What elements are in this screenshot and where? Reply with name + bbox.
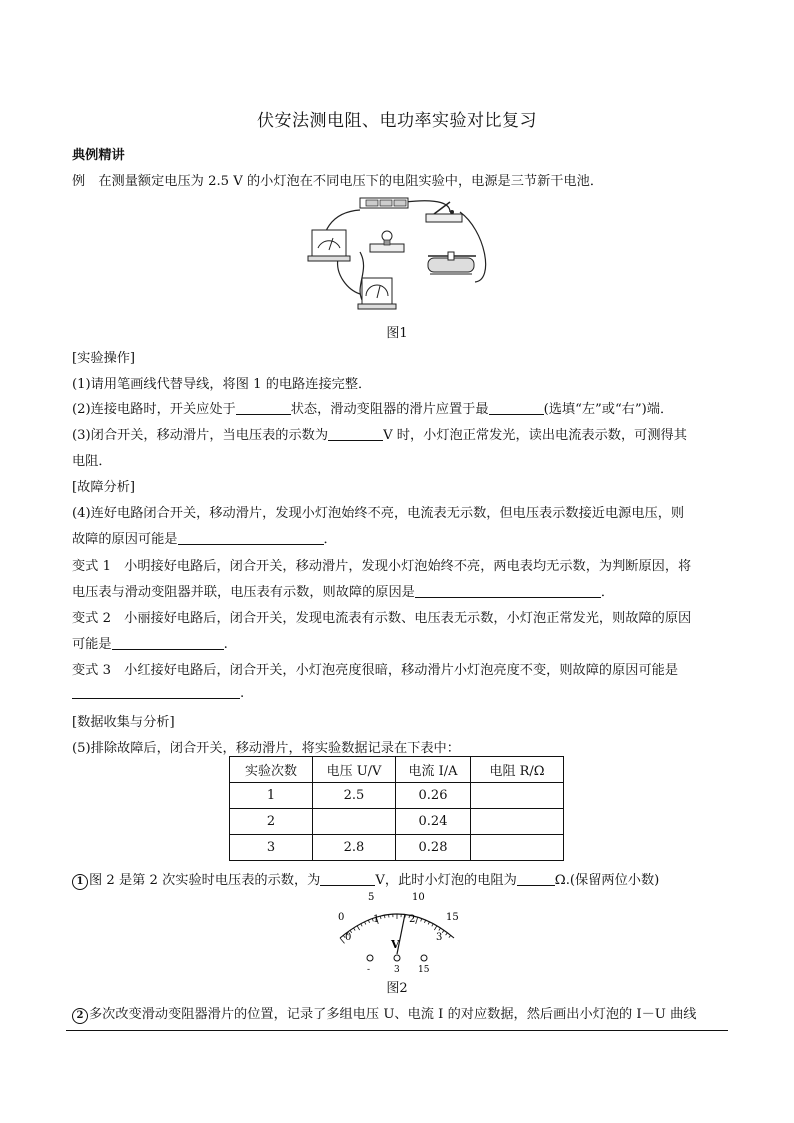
dial-tick	[428, 922, 429, 925]
dial-tick	[449, 935, 451, 937]
table-cell[interactable]	[471, 809, 564, 835]
table-cell: 3	[230, 835, 313, 861]
example-line	[72, 170, 603, 189]
terminal-icon	[394, 955, 400, 961]
section-example-heading: 典例精讲	[72, 148, 125, 163]
inner-tick-label: 3	[436, 932, 443, 943]
terminal-label: -	[367, 965, 371, 975]
table-header-row	[230, 757, 564, 783]
terminal-icon	[367, 955, 373, 961]
answer-blank[interactable]	[72, 685, 240, 699]
circuit-figure	[300, 190, 500, 328]
answer-blank[interactable]	[517, 872, 555, 886]
question-5-1-part-b: V，此时小灯泡的电阻为	[375, 873, 517, 888]
outer-tick-label: 5	[368, 892, 375, 903]
dial-tick	[439, 928, 441, 931]
variant-2-cont: 可能是 .	[72, 637, 228, 652]
dial-tick	[357, 926, 360, 930]
battery-icon	[360, 198, 408, 208]
table-cell: 2	[230, 809, 313, 835]
circled-number: 2	[72, 1008, 88, 1024]
outer-tick-label: 15	[446, 912, 459, 923]
question-5-2	[72, 1003, 696, 1024]
terminal-icon	[421, 955, 427, 961]
table-cell: 0.24	[396, 809, 471, 835]
question-5-2-text: 多次改变滑动变阻器滑片的位置，记录了多组电压 U、电流 I 的对应数据，然后画出小灯泡的 I－U 曲线	[89, 1007, 697, 1022]
variant-3: 变式 3 小红接好电路后，闭合开关，小灯泡亮度很暗，移动滑片小灯泡亮度不变，则故障的原因可能是	[72, 663, 679, 678]
wire	[338, 258, 360, 294]
page-title: 伏安法测电阻、电功率实验对比复习	[257, 111, 537, 131]
variant-2-part-b: 可能是	[72, 637, 112, 652]
switch-icon	[426, 202, 462, 222]
table-row	[230, 809, 564, 835]
terminal-label: 15	[418, 965, 430, 975]
table-cell: 0.28	[396, 835, 471, 861]
data-table	[229, 756, 564, 861]
answer-blank[interactable]	[236, 401, 291, 415]
question-2-part-a: (2)连接电路时，开关应处于	[72, 402, 236, 417]
table-header-cell: 电压 U/V	[313, 757, 396, 783]
question-5: (5)排除故障后，闭合开关，移动滑片，将实验数据记录在下表中：	[72, 741, 460, 756]
table-cell[interactable]	[471, 783, 564, 809]
dial-tick	[340, 938, 344, 943]
table-cell: 2.5	[313, 783, 396, 809]
exp-op-heading: [实验操作]	[72, 351, 136, 366]
inner-tick-label: 0	[345, 932, 352, 943]
question-4: (4)连好电路闭合开关，移动滑片，发现小灯泡始终不亮，电流表无示数，但电压表示数接近电源电压，则	[72, 506, 685, 521]
question-5-1-part-a: 图 2 是第 2 次实验时电压表的示数，为	[89, 873, 321, 888]
example-text: 在测量额定电压为 2.5 V 的小灯泡在不同电压下的电阻实验中，电源是三节新干电池．	[98, 174, 604, 189]
table-cell[interactable]	[471, 835, 564, 861]
dial-tick	[354, 928, 356, 931]
table-cell: 1	[230, 783, 313, 809]
question-3-cont: 电阻．	[72, 454, 112, 469]
table-cell[interactable]	[313, 809, 396, 835]
answer-blank[interactable]	[328, 427, 383, 441]
example-label: 例	[72, 174, 86, 189]
dial-tick	[442, 930, 444, 932]
variant-1: 变式 1 小明接好电路后，闭合开关，移动滑片，发现小灯泡始终不亮，两电表均无示数，为判断原因，将	[72, 559, 692, 574]
table-cell: 0.26	[396, 783, 471, 809]
dial-tick	[434, 926, 437, 930]
table-row	[230, 835, 564, 861]
table-header-cell: 电阻 R/Ω	[471, 757, 564, 783]
circled-number: 1	[72, 874, 88, 890]
question-4-cont: 故障的原因可能是 ．	[72, 532, 337, 547]
variant-1-part-b: 电压表与滑动变阻器并联，电压表有示数，则故障的原因是	[72, 585, 415, 600]
unit-label: V	[391, 938, 400, 951]
figure1-caption: 图1	[386, 326, 408, 341]
rheostat-icon	[428, 252, 476, 274]
question-4-part-b: 故障的原因可能是	[72, 532, 178, 547]
dial-tick	[424, 920, 425, 923]
answer-blank[interactable]	[415, 584, 601, 598]
dial-tick	[365, 922, 366, 925]
question-3-part-a: (3)闭合开关，移动滑片，当电压表的示数为	[72, 428, 329, 443]
voltmeter-icon	[308, 230, 350, 261]
table-row	[230, 783, 564, 809]
outer-tick-label: 0	[338, 912, 345, 923]
table-cell: 2.8	[313, 835, 396, 861]
question-2-part-b: 状态，滑动变阻器的滑片应置于最	[290, 402, 489, 417]
answer-blank[interactable]	[489, 401, 544, 415]
voltmeter-dial-figure	[326, 888, 468, 976]
dial-tick	[421, 919, 422, 922]
inner-tick-label: 2	[409, 914, 416, 925]
question-3	[72, 424, 687, 443]
dial-tick	[384, 915, 385, 918]
dial-tick	[432, 924, 433, 927]
inner-tick-label: 1	[373, 914, 380, 925]
question-2-part-c: (选填“左”或“右”)端．	[543, 402, 674, 417]
data-heading: [数据收集与分析]	[72, 715, 175, 730]
variant-1-cont: 电压表与滑动变阻器并联，电压表有示数，则故障的原因是 ．	[72, 585, 615, 600]
table-header-cell: 电流 I/A	[396, 757, 471, 783]
outer-tick-label: 10	[412, 892, 425, 903]
question-1: (1)请用笔画线代替导线，将图 1 的电路连接完整．	[72, 377, 372, 392]
answer-blank[interactable]	[112, 636, 224, 650]
page-divider	[66, 1030, 728, 1031]
variant-2: 变式 2 小丽接好电路后，闭合开关，发现电流表有示数、电压表无示数，小灯泡正常发光，则故障的原因	[72, 611, 692, 626]
dial-tick	[446, 933, 448, 935]
variant-3-cont: .	[72, 685, 244, 701]
question-5-1	[72, 869, 659, 890]
dial-tick	[361, 924, 362, 927]
bulb-icon	[370, 231, 404, 252]
dial-tick	[380, 916, 381, 919]
answer-blank[interactable]	[178, 531, 324, 545]
question-5-1-part-c: Ω.(保留两位小数)	[554, 873, 660, 888]
fault-heading: [故障分析]	[72, 480, 136, 495]
dial-tick	[416, 917, 418, 924]
figure2-caption: 图2	[386, 981, 408, 996]
answer-blank[interactable]	[320, 872, 375, 886]
dial-tick	[368, 920, 369, 923]
question-3-part-b: V 时，小灯泡正常发光，读出电流表示数，可测得其	[383, 428, 687, 443]
ammeter-icon	[358, 278, 396, 309]
table-header-cell: 实验次数	[230, 757, 313, 783]
terminal-label: 3	[394, 965, 400, 975]
question-2	[72, 398, 673, 417]
